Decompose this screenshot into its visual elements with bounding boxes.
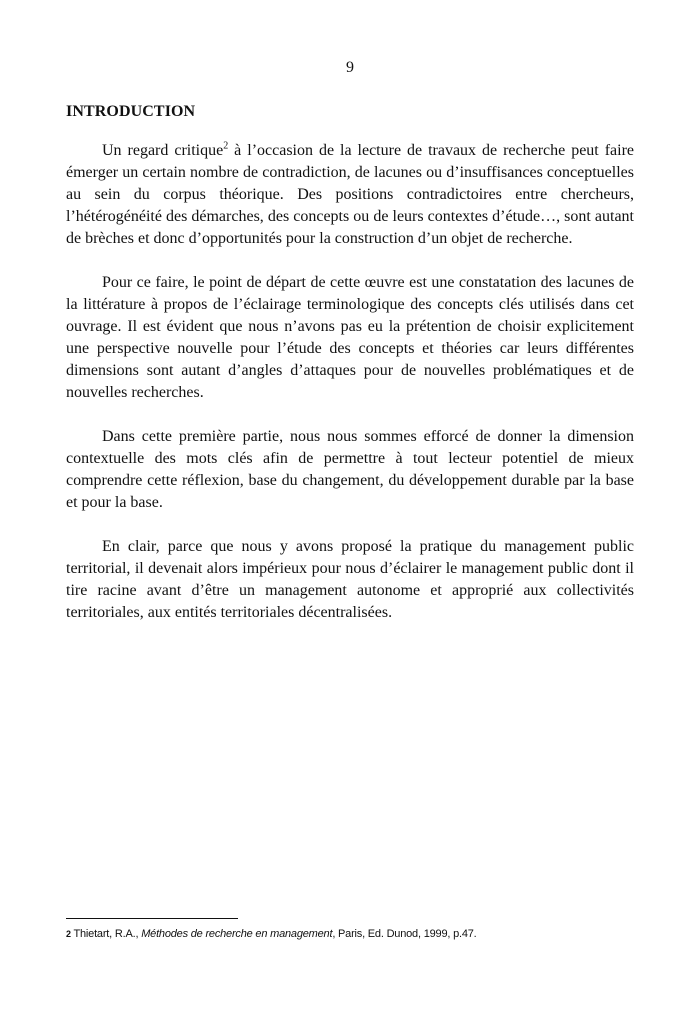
paragraph-4: En clair, parce que nous y avons proposé la pratique du management public territorial, il devenait alors impérieux pour nous d’éclairer le management public dont il tire racine avant d’être un management autonome et approprié aux collectivités territoriales, aux entités territoriales décentralisées. (66, 538, 634, 621)
footnote-marker: 2 (66, 929, 71, 939)
paragraph-2: Pour ce faire, le point de départ de cette œuvre est une constatation des lacunes de la littérature à propos de l’éclairage terminologique des concepts clés utilisés dans cet ouvrage. Il est évident que nous n’avons pas eu la prétention de choisir explicitement une perspective nouvelle pour l’étude des concepts et théories car leurs différentes dimensions sont autant d’angles d’attaques pour de nouvelles problématiques et de nouvelles recherches. (66, 274, 634, 401)
paragraph-1 (66, 140, 634, 250)
paragraph-1-text-start: Un regard critique (102, 142, 224, 159)
footnote-reference: 2 (223, 140, 229, 152)
footnote (66, 927, 477, 941)
footnote-author: Thietart, R.A., (70, 928, 142, 940)
footnote-title: Méthodes de recherche en management (141, 928, 333, 940)
body-text (66, 140, 634, 646)
footnote-separator (66, 918, 238, 919)
footnote-details: , Paris, Ed. Dunod, 1999, p.47. (332, 928, 477, 940)
paragraph-3: Dans cette première partie, nous nous sommes efforcé de donner la dimension contextuelle des mots clés afin de permettre à tout lecteur potentiel de mieux comprendre cette réflexion, base du changement, du développement durable par la base et pour la base. (66, 428, 634, 511)
page-number: 9 (346, 59, 354, 76)
paragraph-1-text-end: à l’occasion de la lecture de travaux de recherche peut faire émerger un certain nombre de contradiction, de lacunes ou d’insuffisances conceptuelles au sein du corpus théorique. Des positions contradictoires entre chercheurs, l’hétérogénéité des démarches, des concepts ou de leurs contextes d’étude…, sont autant de brèches et donc d’opportunités pour la construction d’un objet de recherche. (66, 142, 635, 247)
section-heading: INTRODUCTION (66, 103, 196, 120)
